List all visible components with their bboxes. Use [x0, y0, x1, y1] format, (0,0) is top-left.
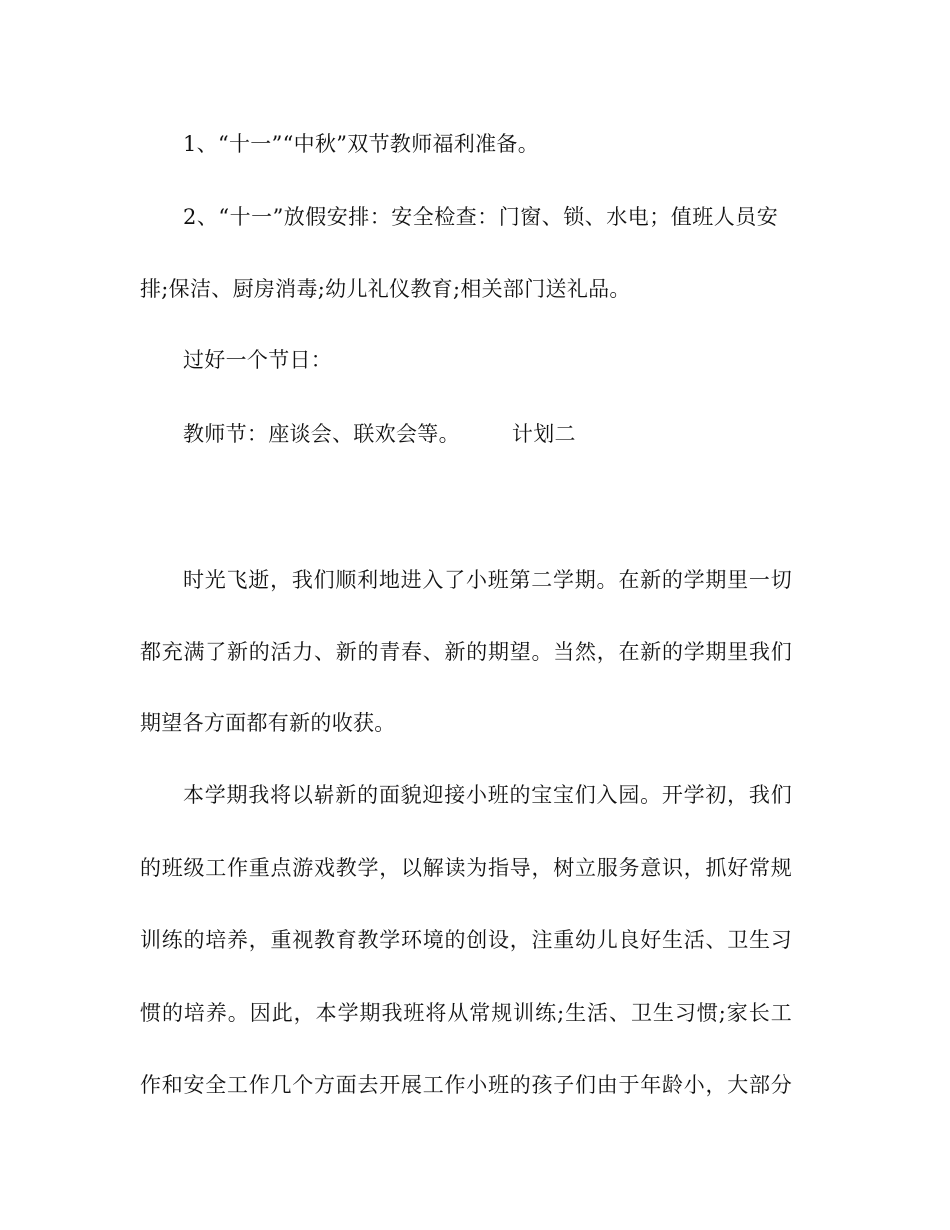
paragraph-line: 排;保洁、厨房消毒;幼儿礼仪教育;相关部门送礼品。	[140, 277, 631, 301]
paragraph-line: 的班级工作重点游戏教学，以解读为指导，树立服务意识，抓好常规	[140, 856, 792, 880]
paragraph-line	[183, 419, 576, 449]
paragraph-line: 本学期我将以崭新的面貌迎接小班的宝宝们入园。开学初，我们	[183, 783, 792, 807]
section-heading: 计划二	[511, 422, 576, 446]
paragraph-line: 2、“十一”放假安排：安全检查：门窗、锁、水电；值班人员安	[183, 205, 778, 229]
paragraph-line: 过好一个节日：	[183, 348, 333, 372]
paragraph-line: 期望各方面都有新的收获。	[140, 711, 396, 735]
paragraph-line: 时光飞逝，我们顺利地进入了小班第二学期。在新的学期里一切	[183, 568, 792, 592]
paragraph-line: 都充满了新的活力、新的青春、新的期望。当然，在新的学期里我们	[140, 640, 792, 664]
paragraph-line: 训练的培养，重视教育教学环境的创设，注重幼儿良好生活、卫生习	[140, 928, 792, 952]
paragraph-line: 惯的培养。因此，本学期我班将从常规训练;生活、卫生习惯;家长工	[140, 1001, 792, 1025]
paragraph-line: 作和安全工作几个方面去开展工作小班的孩子们由于年龄小，大部分	[140, 1073, 792, 1097]
paragraph-line: 1、“十一”“中秋”双节教师福利准备。	[183, 132, 540, 156]
paragraph-text: 教师节：座谈会、联欢会等。	[183, 422, 460, 446]
